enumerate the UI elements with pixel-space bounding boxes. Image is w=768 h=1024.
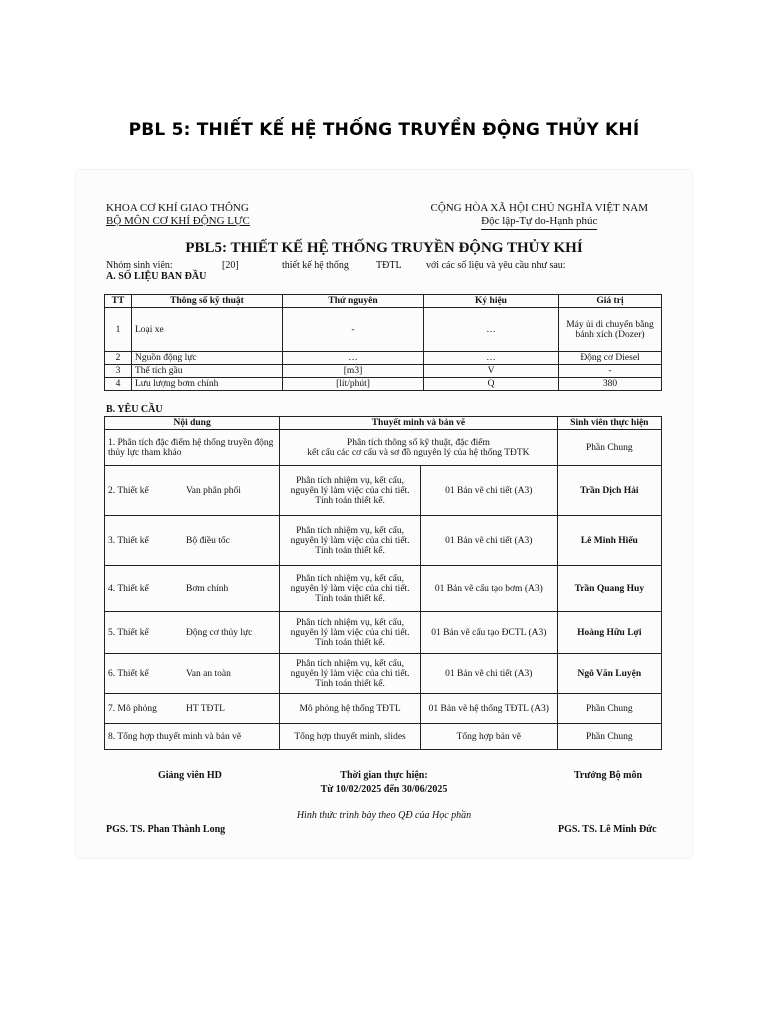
cell-content [105,654,280,694]
cell-description [280,430,557,466]
cell-student: Trần Quang Huy [557,566,661,612]
col-student: Sinh viên thực hiện [557,417,661,430]
table-row [105,724,662,750]
cell-unit: [m3] [283,365,424,378]
cell-drawing: 01 Bản vẽ chi tiết (A3) [420,466,557,516]
cell-student: Phần Chung [557,724,661,750]
table-row [105,466,662,516]
cell-content [105,516,280,566]
cell-param: Loại xe [132,308,283,352]
cell-unit: … [283,352,424,365]
cell-content [105,694,280,724]
cell-unit: - [283,308,424,352]
group-tail-text: với các số liệu và yêu cầu như sau: [426,260,566,271]
cell-drawing: 01 Bản vẽ cấu tạo bơm (A3) [420,566,557,612]
cell-symbol: … [424,352,559,365]
cell-value: - [559,365,662,378]
col-unit: Thứ nguyên [283,295,424,308]
cell-description: Phân tích nhiệm vụ, kết cấu, nguyên lý làm việc của chi tiết. Tính toán thiết kế. [280,654,421,694]
faculty-name: KHOA CƠ KHÍ GIAO THÔNG [106,202,249,214]
col-value: Giá trị [559,295,662,308]
table-row [105,654,662,694]
col-tt: TT [105,295,132,308]
col-symbol: Ký hiệu [424,295,559,308]
cell-drawing: 01 Bản vẽ cấu tạo ĐCTL (A3) [420,612,557,654]
col-content: Nội dung [105,417,280,430]
cell-param: Thể tích gầu [132,365,283,378]
table-row [105,365,662,378]
description-line: Phân tích thông số kỹ thuật, đặc điểm [346,437,490,448]
cell-tt: 2 [105,352,132,365]
table-row [105,430,662,466]
cell-tt: 1 [105,308,132,352]
group-label: Nhóm sinh viên: [106,260,173,271]
cell-symbol: … [424,308,559,352]
cell-value: 380 [559,378,662,391]
task-item: Bơm chính [186,583,229,594]
cell-description: Phân tích nhiệm vụ, kết cấu, nguyên lý làm việc của chi tiết. Tính toán thiết kế. [280,516,421,566]
initial-data-table [104,294,662,391]
format-note: Hình thức trình bày theo QĐ của Học phần [296,810,472,821]
table-row [105,612,662,654]
cell-param: Lưu lượng bơm chính [132,378,283,391]
page-title: PBL 5: THIẾT KẾ HỆ THỐNG TRUYỀN ĐỘNG THỦY KHÍ [128,120,640,140]
task-item: Động cơ thủy lực [186,627,253,638]
cell-content: 8. Tổng hợp thuyết minh và bản vẽ [105,724,280,750]
description-line: kết cấu các cơ cấu và sơ đồ nguyên lý của hệ thống TĐTK [307,447,530,458]
cell-description: Phân tích nhiệm vụ, kết cấu, nguyên lý làm việc của chi tiết. Tính toán thiết kế. [280,566,421,612]
lecturer-name: PGS. TS. Phan Thành Long [106,824,226,835]
group-number: [20] [222,260,239,271]
table-row [105,516,662,566]
table-row [105,378,662,391]
task-item: HT TĐTL [186,703,225,714]
country-name: CỘNG HÒA XÃ HỘI CHỦ NGHĨA VIỆT NAM [430,202,648,214]
task-number: 2. Thiết kế [108,485,149,496]
task-item: Van phân phối [186,485,241,496]
scanned-document [76,170,692,858]
cell-student: Hoàng Hữu Lợi [557,612,661,654]
col-description: Thuyết minh và bản vẽ [280,417,557,430]
table-header-row [105,295,662,308]
task-number: 6. Thiết kế [108,668,149,679]
document-title: PBL5: THIẾT KẾ HỆ THỐNG TRUYỀN ĐỘNG THỦY KHÍ [185,240,583,256]
table-row [105,352,662,365]
cell-tt: 3 [105,365,132,378]
cell-symbol: Q [424,378,559,391]
cell-drawing: 01 Bản vẽ chi tiết (A3) [420,516,557,566]
cell-content [105,566,280,612]
cell-drawing: Tổng hợp bản vẽ [420,724,557,750]
col-param: Thông số kỹ thuật [132,295,283,308]
task-item: Van an toàn [186,668,231,679]
section-b-title: B. YÊU CẦU [106,404,163,415]
cell-description: Phân tích nhiệm vụ, kết cấu, nguyên lý làm việc của chi tiết. Tính toán thiết kế. [280,612,421,654]
cell-value: Máy ủi di chuyển bằng bánh xích (Dozer) [559,308,662,352]
cell-student: Trần Dịch Hải [557,466,661,516]
national-header [431,202,648,230]
cell-content [105,612,280,654]
time-range: Từ 10/02/2025 đến 30/06/2025 [320,784,448,795]
head-name: PGS. TS. Lê Minh Đức [558,824,657,835]
task-number: 4. Thiết kế [108,583,149,594]
cell-tt: 4 [105,378,132,391]
cell-content [105,466,280,516]
task-item: Bộ điều tốc [186,535,230,546]
table-row [105,308,662,352]
cell-drawing: 01 Bản vẽ chi tiết (A3) [420,654,557,694]
cell-description: Tổng hợp thuyết minh, slides [280,724,421,750]
cell-student: Lê Minh Hiếu [557,516,661,566]
table-row [105,694,662,724]
cell-student: Phần Chung [557,430,661,466]
cell-unit: [lít/phút] [283,378,424,391]
department-name: BỘ MÔN CƠ KHÍ ĐỘNG LỰC [106,215,250,227]
head-label: Trưởng Bộ môn [574,770,643,781]
cell-symbol: V [424,365,559,378]
table-header-row [105,417,662,430]
cell-student: Ngô Văn Luyện [557,654,661,694]
lecturer-label: Giảng viên HD [158,770,222,781]
cell-student: Phần Chung [557,694,661,724]
task-number: 7. Mô phỏng [108,703,157,714]
requirements-table [104,416,662,750]
cell-description: Phân tích nhiệm vụ, kết cấu, nguyên lý làm việc của chi tiết. Tính toán thiết kế. [280,466,421,516]
section-a-title: A. SỐ LIỆU BAN ĐẦU [106,271,207,282]
time-label: Thời gian thực hiện: [340,770,428,781]
task-number: 5. Thiết kế [108,627,149,638]
system-name: TĐTL [376,260,402,271]
group-middle-text: thiết kế hệ thống [282,260,349,271]
cell-drawing: 01 Bản vẽ hệ thống TĐTL (A3) [420,694,557,724]
cell-content: 1. Phân tích đặc điểm hệ thống truyền động thủy lực tham khảo [105,430,280,466]
cell-param: Nguồn động lực [132,352,283,365]
national-motto: Độc lập-Tự do-Hạnh phúc [481,215,597,230]
faculty-header [106,202,250,228]
task-number: 3. Thiết kế [108,535,149,546]
table-row [105,566,662,612]
cell-description: Mô phỏng hệ thống TĐTL [280,694,421,724]
cell-value: Động cơ Diesel [559,352,662,365]
